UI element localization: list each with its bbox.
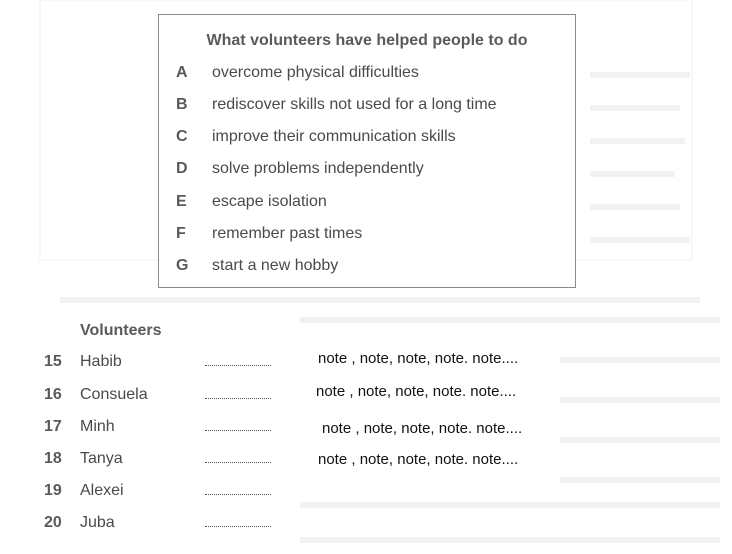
volunteer-name: Juba (80, 514, 115, 531)
volunteer-row-18 (0, 450, 732, 474)
question-number: 17 (44, 418, 62, 435)
answer-blank[interactable] (205, 494, 271, 495)
options-box (158, 14, 576, 288)
option-letter: D (176, 160, 188, 177)
volunteers-heading: Volunteers (80, 322, 162, 339)
answer-blank[interactable] (205, 398, 271, 399)
option-text: escape isolation (212, 193, 327, 210)
volunteer-row-15 (0, 350, 732, 377)
answer-blank[interactable] (205, 462, 271, 463)
question-number: 20 (44, 514, 62, 531)
option-letter: A (176, 64, 188, 81)
option-text: overcome physical difficulties (212, 64, 419, 81)
handwritten-note: note , note, note, note. note.... (322, 420, 523, 437)
options-title: What volunteers have helped people to do (206, 32, 528, 49)
option-letter: C (176, 128, 188, 145)
answer-blank[interactable] (205, 430, 271, 431)
volunteer-row-20 (0, 514, 732, 538)
question-number: 15 (44, 353, 62, 370)
answer-blank[interactable] (205, 365, 271, 366)
answer-blank[interactable] (205, 526, 271, 527)
option-text: remember past times (212, 225, 363, 242)
handwritten-note: note , note, note, note. note.... (318, 451, 519, 468)
volunteer-row-17 (0, 418, 732, 442)
option-letter: B (176, 96, 188, 113)
volunteer-name: Habib (80, 353, 122, 370)
volunteer-name: Consuela (80, 386, 148, 403)
option-text: solve problems independently (212, 160, 424, 177)
volunteer-name: Minh (80, 418, 115, 435)
question-number: 18 (44, 450, 62, 467)
volunteer-name: Tanya (80, 450, 123, 467)
volunteer-row-19 (0, 482, 732, 506)
handwritten-note: note , note, note, note. note.... (316, 383, 517, 400)
option-letter: E (176, 193, 187, 210)
option-letter: F (176, 225, 186, 242)
option-text: start a new hobby (212, 257, 339, 274)
handwritten-note: note , note, note, note. note.... (318, 350, 519, 367)
option-letter: G (176, 257, 189, 274)
question-number: 19 (44, 482, 62, 499)
volunteer-row-16 (0, 383, 732, 410)
question-number: 16 (44, 386, 62, 403)
volunteer-name: Alexei (80, 482, 124, 499)
option-text: improve their communication skills (212, 128, 456, 145)
option-text: rediscover skills not used for a long time (212, 96, 497, 113)
